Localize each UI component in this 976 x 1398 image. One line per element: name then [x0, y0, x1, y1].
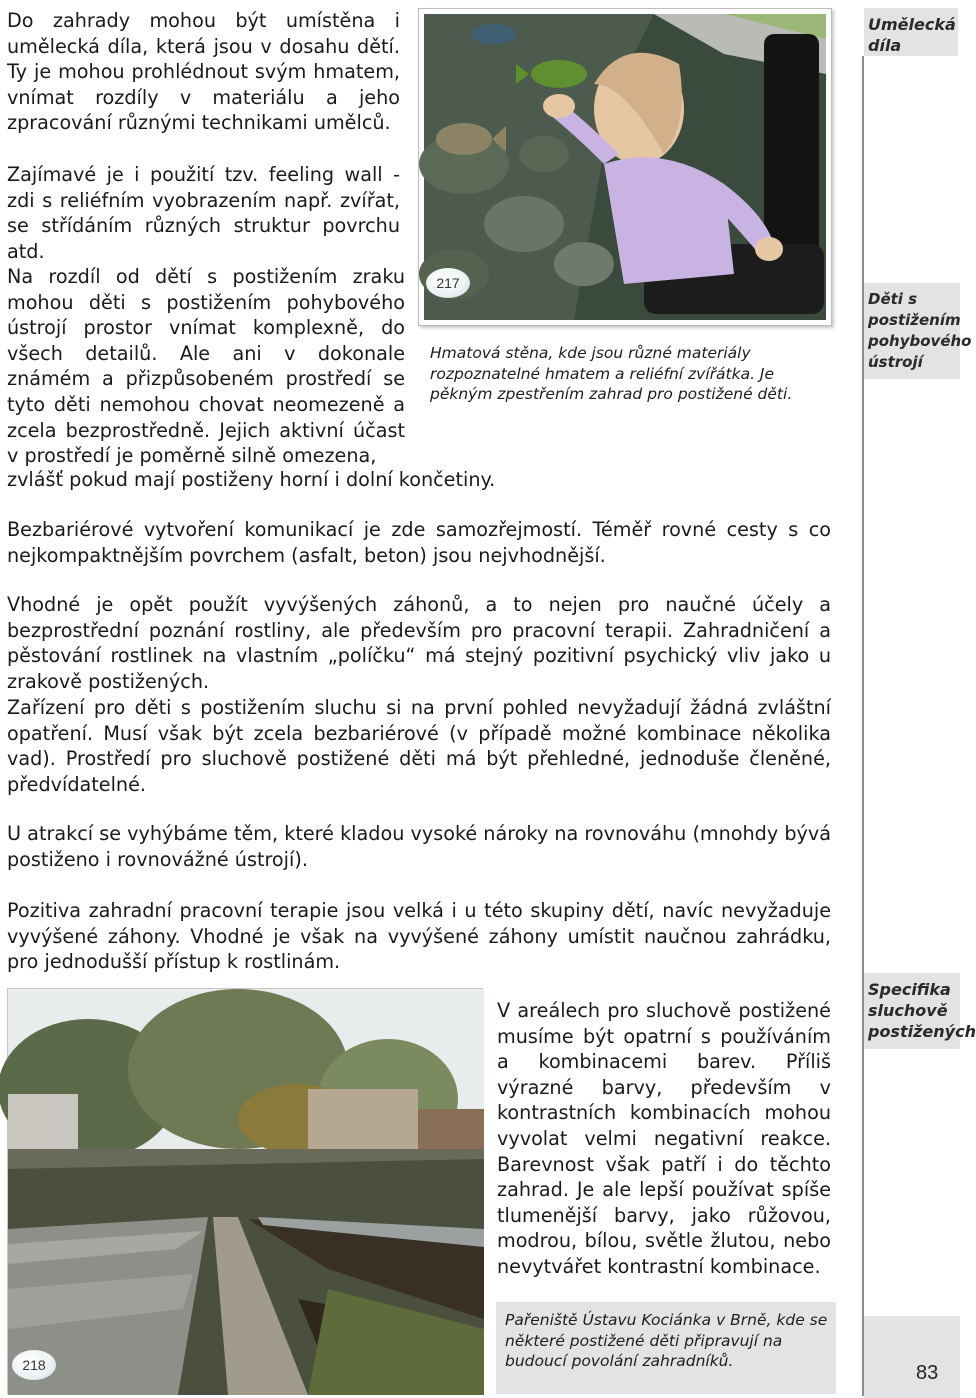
figure-218-photo: [7, 988, 483, 1394]
figure-217-caption: Hmatová stěna, kde jsou různé materiály rozpoznatelné hmatem a reliéfní zvířátka. Je pěkným zpestřením zahrad pro postižené děti.: [430, 344, 793, 403]
paragraph-art-works: Do zahrady mohou být umístěna i umělecká díla, která jsou v dosahu dětí. Ty je mohou prohlédnout svým hmatem, vnímat rozdíly v materiálu a jeho zpracování různými technikami umělců.: [7, 9, 400, 135]
paragraph-raised-beds: Vhodné je opět použít vyvýšených záhonů, a to nejen pro naučné účely a bezprostřední poznání rostliny, ale především pro pracovní terapii. Zahradničení a pěstování rostlinek na vlastním „políčku“ má stejný pozitivní psychický vliv jako u zrakově postižených.: [7, 593, 831, 693]
sidebar-rule: [862, 56, 864, 1396]
sidebar-label-art-works: Umělecká díla: [864, 8, 958, 56]
sidebar-bottom-box: [864, 1316, 960, 1398]
page-number: 83: [916, 1362, 939, 1384]
figure-217-photo: [424, 14, 826, 320]
paragraph-hearing-facilities: Zařízení pro děti s postižením sluchu si na první pohled nevyžadují žádná zvláštní opatření. Musí však být zcela bezbariérové (v případě možné kombinace několika vad). Prostředí pro sluchově postižené děti má být přehledné, jednoduše členěné, předvídatelné.: [7, 696, 831, 796]
paragraph-feeling-wall: Zajímavé je i použití tzv. feeling wall - zdi s reliéfním vyobrazením např. zvířat, se střídáním různých struktur povrchu atd.: [7, 163, 400, 263]
paragraph-colors: V areálech pro sluchově postižené musíme být opatrní s používáním a kombinacemi barev. Příliš výrazné barvy, především v kontrastních kombinacích mohou vyvolat velmi negativní reakce. Barevnost však patří i do těchto zahrad. Je ale lepší používat spíše tlumenější barvy, jako růžovou, modrou, bílou, světle žlutou, nebo nevytvářet kontrastní kombinace.: [497, 999, 831, 1278]
figure-218-number: 218: [12, 1350, 56, 1380]
paragraph-therapy: Pozitiva zahradní pracovní terapie jsou velká i u této skupiny dětí, navíc nevyžaduje vyvýšené záhony. Vhodné je však na vyvýšené záhony umístit naučnou zahrádku, pro jednodušší přístup k rostlinám.: [7, 899, 831, 974]
sidebar-label-hearing: Specifika sluchově postižených: [864, 973, 960, 1049]
sidebar-label-motor-disability: Děti s postižením pohybového ústrojí: [864, 283, 960, 379]
figure-217-number: 217: [426, 268, 470, 298]
paragraph-barrier-free: Bezbariérové vytvoření komunikací je zde samozřejmostí. Téměř rovné cesty s co nejkompaktnějším povrchem (asfalt, beton) jsou nejvhodnější.: [7, 518, 831, 567]
paragraph-balance: U atrakcí se vyhýbáme těm, které kladou vysoké nároky na rovnováhu (mnohdy bývá postiženo i rovnovážné ústrojí).: [7, 822, 831, 871]
paragraph-motor-disability-last-line: zvlášť pokud mají postiženy horní i dolní končetiny.: [7, 468, 496, 491]
figure-218-caption: Pařeniště Ústavu Kociánka v Brně, kde se některé postižené děti připravují na budoucí povolání zahradníků.: [505, 1311, 828, 1370]
paragraph-motor-disability: Na rozdíl od dětí s postižením zraku mohou děti s postižením pohybového ústrojí prostor vnímat komplexně, do všech detailů. Ale ani v dokonale známém a přizpůsobeném prostředí se tyto děti nemohou chovat neomezeně a zcela bezprostředně. Jejich aktivní účast v prostředí je poměrně silně omezena,: [7, 265, 405, 468]
